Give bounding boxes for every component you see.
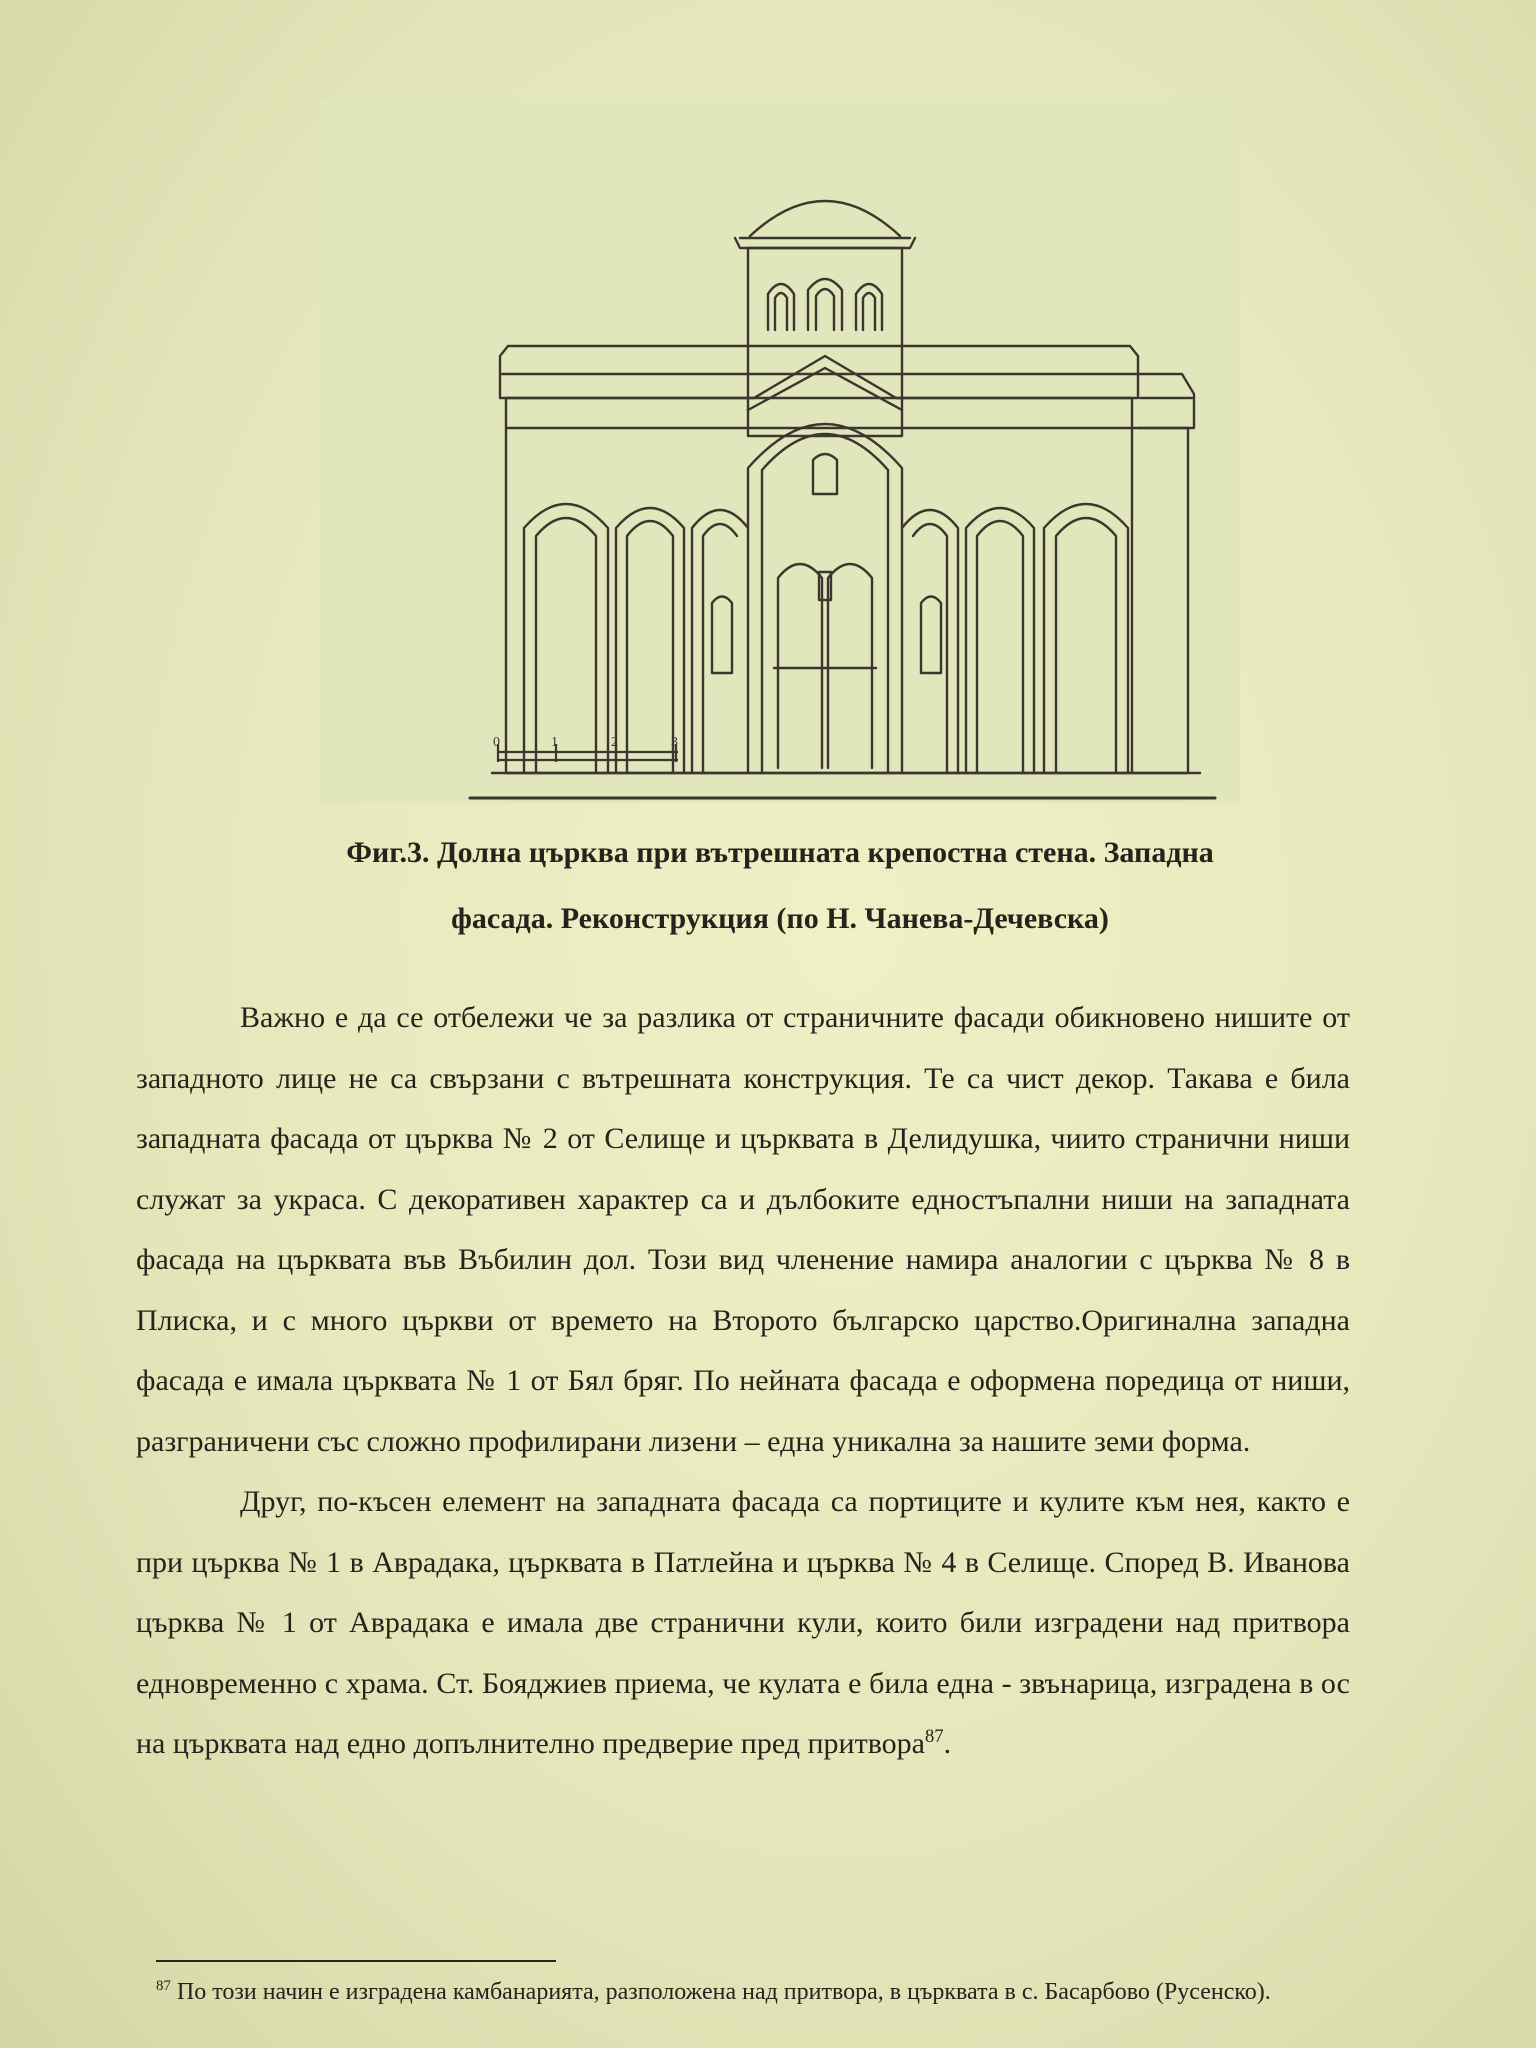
- footnote-reference: 87: [925, 1726, 944, 1747]
- caption-line-1: Фиг.3. Долна църква при вътрешната крепостна стена. Западна: [346, 836, 1214, 869]
- church-facade-figure: [320, 98, 1240, 803]
- paragraph-2: Друг, по-късен елемент на западната фасада са портиците и кулите към нея, както е при църква № 1 в Аврадака, църквата в Патлейна и църква № 4 в Селище. Според В. Иванова църква № 1 от Аврадака е имала две странични кули, които били изградени над притвора едновременно с храма. Ст. Бояджиев приема, че кулата е била една - звънарица, изградена в ос на църквата над едно допълнително предверие пред притвора$^{87}$.: [136, 1485, 1350, 1760]
- paragraph-2-text: Друг, по-късен елемент на западната фасада са портиците и кулите към нея, както е при църква № 1 в Аврадака, църквата в Патлейна и църква № 4 в Селище. Според В. Иванова църква № 1 от Аврадака е имала две странични кули, които били изградени над притвора едновременно с храма. Ст. Бояджиев приема, че кулата е била една - звънарица, изградена в ос на църквата над едно допълнително предверие пред притвора: [136, 1485, 1350, 1760]
- caption-line-2: фасада. Реконструкция (по Н. Чанева-Дечевска): [451, 902, 1109, 935]
- footnote-number: 87: [156, 1978, 171, 1994]
- scale-label: 3: [671, 735, 678, 750]
- body-text: [136, 988, 1350, 1775]
- paragraph-1: Важно е да се отбележи че за разлика от страничните фасади обикновено нишите от западното лице не са свързани с вътрешната конструкция. Те са чист декор. Такава е била западната фасада от църква № 2 от Селище и църквата в Делидушка, чиито странични ниши служат за украса. С декоративен характер са и дълбоките едностъпални ниши на западната фасада на църквата във Въбилин дол. Този вид членение намира аналогии с църква № 8 в Плиска, и с много църкви от времето на Второто българско царство.Оригинална западна фасада е имала църквата № 1 от Бял бряг. По нейната фасада е оформена поредица от ниши, разграничени със сложно профилирани лизени – една уникална за нашите земи форма.: [136, 1001, 1350, 1458]
- scale-label: 2: [611, 735, 618, 750]
- footnote: [156, 1970, 1356, 2014]
- scale-bar: [320, 98, 1240, 803]
- figure-caption: [170, 820, 1390, 952]
- footnote-separator: [156, 1960, 556, 1962]
- scale-label: 0: [493, 735, 500, 750]
- footnote-text: По този начин е изградена камбанарията, разположена над притвора, в църквата в с. Басарбово (Русенско).: [176, 1979, 1271, 2005]
- scale-label: 1: [551, 735, 558, 750]
